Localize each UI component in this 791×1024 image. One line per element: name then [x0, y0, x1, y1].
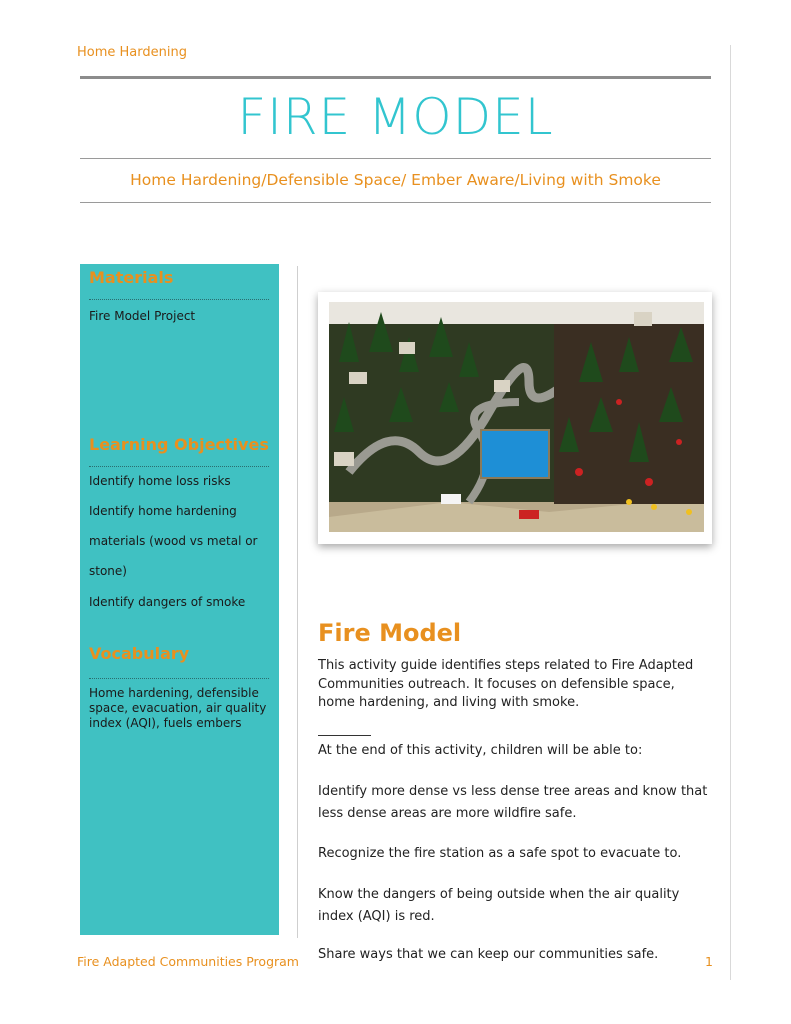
title-rule	[80, 158, 711, 159]
subtitle-rule	[80, 202, 711, 203]
page-subtitle: Home Hardening/Defensible Space/ Ember Aware/Living with Smoke	[130, 171, 661, 189]
objective-item: materials (wood vs metal or	[89, 534, 258, 548]
outcome-paragraph: Share ways that we can keep our communities safe.	[318, 947, 659, 962]
outcome-paragraph: Recognize the fire station as a safe spot to evacuate to.	[318, 846, 682, 861]
objectives-heading: Learning Objectives	[89, 435, 269, 454]
short-divider	[318, 735, 371, 736]
objective-item: Identify home hardening	[89, 504, 237, 518]
column-divider	[297, 266, 298, 938]
main-heading: Fire Model	[318, 619, 462, 647]
objectives-divider	[89, 466, 269, 467]
page-number: 1	[705, 954, 713, 969]
intro-paragraph: This activity guide identifies steps related to Fire Adapted Communities outreach. It focuses on defensible space, home hardening, and living with smoke.	[318, 658, 694, 710]
vocabulary-text: Home hardening, defensible space, evacuation, air quality index (AQI), fuels embers	[89, 686, 267, 730]
objective-item: Identify dangers of smoke	[89, 595, 246, 609]
materials-heading: Materials	[89, 268, 174, 287]
page-title: FIRE MODEL	[237, 88, 554, 146]
materials-divider	[89, 299, 269, 300]
header-section-label: Home Hardening	[77, 45, 187, 60]
vocabulary-heading: Vocabulary	[89, 644, 190, 663]
footer-program: Fire Adapted Communities Program	[77, 954, 299, 969]
top-rule	[80, 76, 711, 79]
objective-item: stone)	[89, 564, 127, 578]
vocabulary-divider	[89, 678, 269, 679]
fire-model-photo	[329, 302, 704, 532]
right-margin-rule	[730, 45, 731, 980]
lead-paragraph: At the end of this activity, children will be able to:	[318, 743, 643, 758]
materials-item: Fire Model Project	[89, 309, 196, 323]
objective-item: Identify home loss risks	[89, 474, 231, 488]
outcome-paragraph: Know the dangers of being outside when the air quality index (AQI) is red.	[318, 887, 680, 924]
outcome-paragraph: Identify more dense vs less dense tree areas and know that less dense areas are more wildfire safe.	[318, 784, 708, 821]
